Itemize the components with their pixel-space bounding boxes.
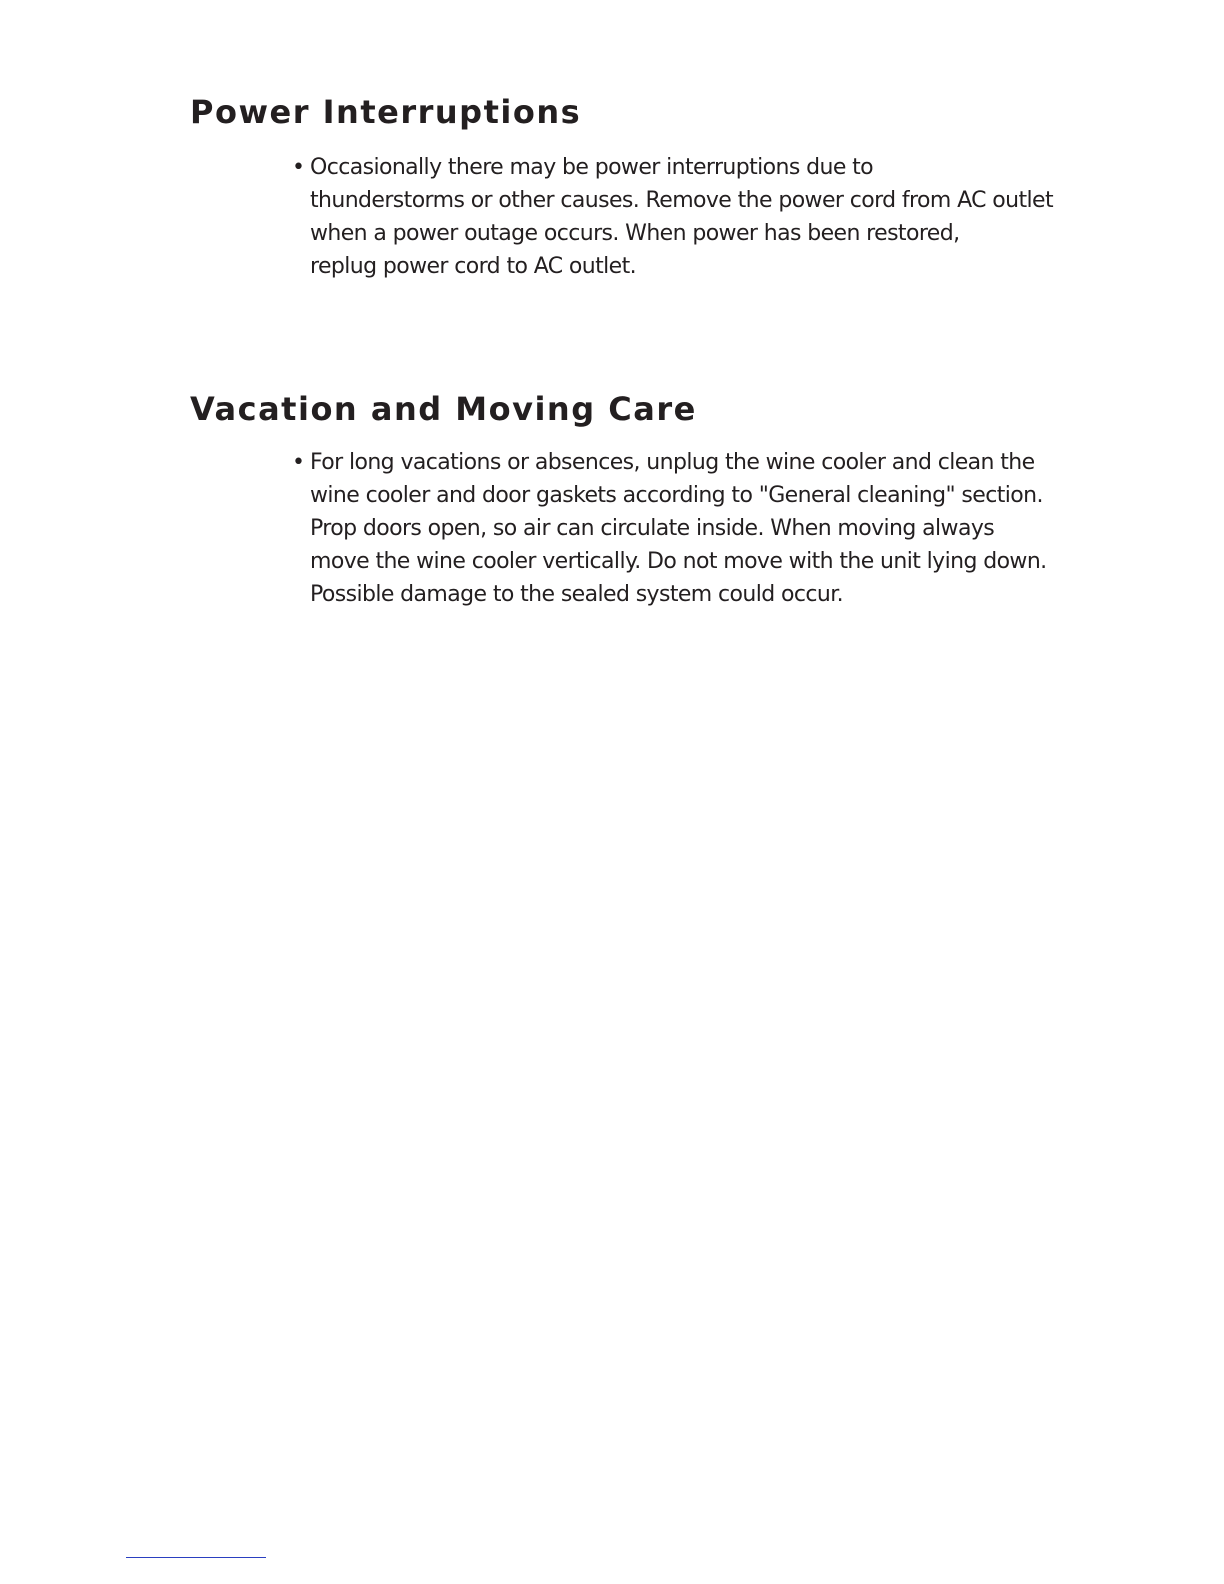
paragraph-line: For long vacations or absences, unplug the wine cooler and clean the — [310, 450, 1035, 475]
paragraph-line: Prop doors open, so air can circulate inside. When moving always — [310, 516, 995, 541]
bullet-list-vacation-moving-care — [287, 446, 1067, 611]
list-item — [287, 151, 1067, 283]
paragraph-line: Occasionally there may be power interruptions due to — [310, 155, 874, 180]
paragraph-line: Possible damage to the sealed system could occur. — [310, 582, 844, 607]
list-item — [287, 446, 1067, 611]
bullet-icon: • — [292, 450, 305, 475]
section-heading-power-interruptions: Power Interruptions — [190, 93, 582, 131]
paragraph-line: replug power cord to AC outlet. — [310, 254, 637, 279]
paragraph-line: wine cooler and door gaskets according to "General cleaning" section. — [310, 483, 1043, 508]
paragraph-line: when a power outage occurs. When power has been restored, — [310, 221, 960, 246]
section-heading-vacation-moving-care: Vacation and Moving Care — [190, 390, 697, 428]
footer-rule-divider — [126, 1557, 266, 1558]
bullet-list-power-interruptions — [287, 151, 1067, 283]
paragraph-line: move the wine cooler vertically. Do not move with the unit lying down. — [310, 549, 1047, 574]
bullet-icon: • — [292, 155, 305, 180]
paragraph-line: thunderstorms or other causes. Remove the power cord from AC outlet — [310, 188, 1054, 213]
